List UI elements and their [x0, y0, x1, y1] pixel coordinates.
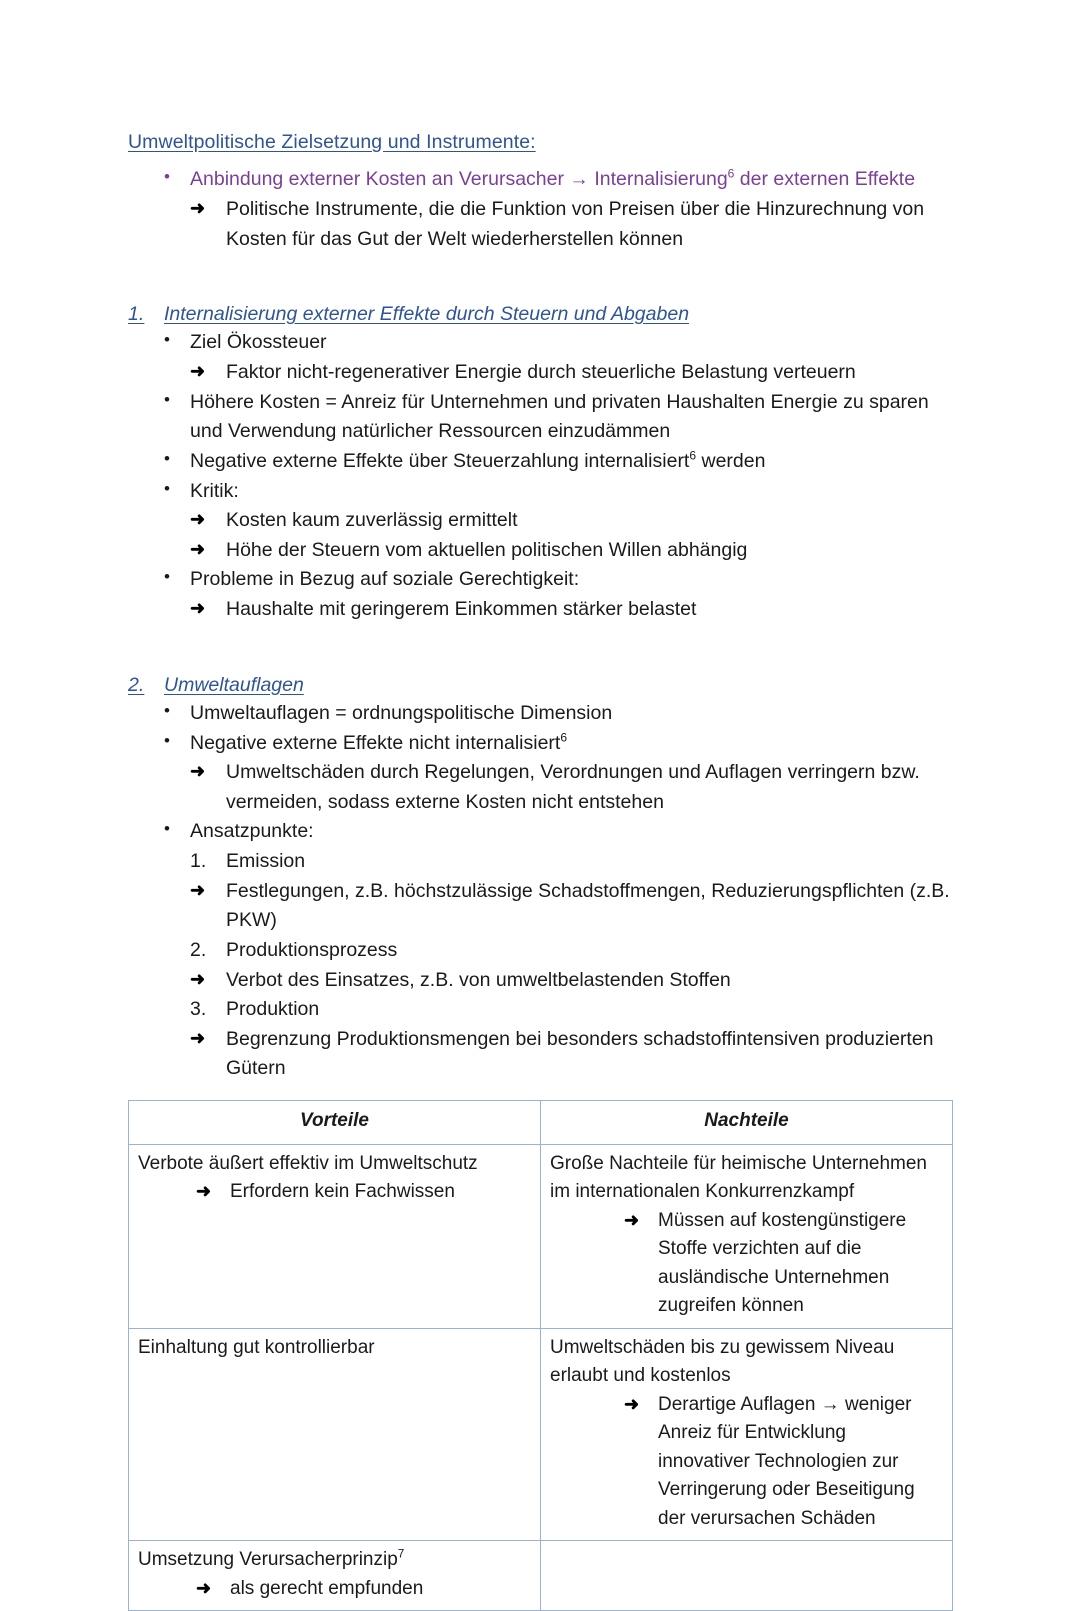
cell-arrow-text: ➜ Derartige Auflagen → weniger Anreiz für Entwicklung innovativer Technologien zur Verringerung oder Beseitigung der verursachen Schäden — [550, 1391, 943, 1534]
section-2-arrow-2: ➜ Festlegungen, z.B. höchstzulässige Schadstoffmengen, Reduzierungspflichten (z.B. PKW) — [128, 877, 952, 936]
intro-block — [128, 165, 952, 254]
section-2-numitem-1-number: 1. — [190, 850, 207, 873]
section-2-numitem-1 — [128, 847, 952, 877]
section-1-heading — [128, 300, 952, 328]
section-1-arrow-1: ➜ Faktor nicht-regenerativer Energie durch steuerliche Belastung verteuern — [128, 358, 952, 388]
intro-bullet — [128, 165, 952, 195]
section-1-bullet-3-post: werden — [696, 449, 766, 472]
section-1-bullet-3 — [128, 447, 952, 477]
cell-text: Umweltschäden bis zu gewissem Niveau erlaubt und kostenlos — [550, 1336, 895, 1387]
section-2-numitem-2-text: Produktionsprozess — [226, 938, 398, 961]
footnote-ref-6: 6 — [560, 730, 568, 745]
cell-arrow-text: ➜ Erfordern kein Fachwissen — [138, 1178, 531, 1207]
cell-text: Einhaltung gut kontrollierbar — [138, 1336, 375, 1358]
table-cell-vorteile — [129, 1328, 541, 1541]
intro-arrow-line: ➜ Politische Instrumente, die die Funktion von Preisen über die Hinzurechnung von Kosten für das Gut der Welt wiederherstellen können — [128, 195, 952, 254]
footnote-ref-6: 6 — [727, 166, 735, 181]
section-2-arrow-1: ➜ Umweltschäden durch Regelungen, Verordnungen und Auflagen verringern bzw. vermeiden, sodass externe Kosten nicht entstehen — [128, 758, 952, 817]
section-2-heading — [128, 671, 952, 699]
cell-arrow-text: ➜ als gerecht empfunden — [138, 1575, 531, 1604]
cell-text — [138, 1546, 531, 1575]
section-1 — [128, 300, 952, 625]
section-1-number: 1. — [128, 303, 145, 326]
section-2-bullet-3: • Ansatzpunkte: — [128, 817, 952, 847]
section-2-bullet-1: • Umweltauflagen = ordnungspolitische Dimension — [128, 699, 952, 729]
table-cell-vorteile — [129, 1144, 541, 1328]
section-2 — [128, 671, 952, 1084]
cell-text-pre: Umsetzung Verursacherprinzip — [138, 1549, 398, 1571]
cell-arrow-text: ➜ Müssen auf kostengünstigere Stoffe verzichten auf die ausländische Unternehmen zugreifen können — [550, 1207, 943, 1321]
cell-text: Große Nachteile für heimische Unternehmen im internationalen Konkurrenzkampf — [550, 1152, 928, 1203]
cell-text: Verbote äußert effektiv im Umweltschutz — [138, 1152, 478, 1174]
table-row — [129, 1541, 953, 1611]
spacer — [128, 254, 952, 300]
page-title: Umweltpolitische Zielsetzung und Instrumente: — [128, 131, 536, 153]
vorteile-nachteile-table — [128, 1100, 953, 1611]
section-1-bullet-4: • Kritik: — [128, 477, 952, 507]
section-2-numitem-2-number: 2. — [190, 938, 207, 961]
intro-bullet-text-pre: Anbindung externer Kosten an Verursacher → Internalisierung — [190, 168, 728, 191]
section-1-arrow-4: ➜ Haushalte mit geringerem Einkommen stärker belastet — [128, 595, 952, 625]
footnote-ref-7: 7 — [397, 1547, 405, 1561]
section-2-numitem-3 — [128, 995, 952, 1025]
section-1-arrow-3: ➜ Höhe der Steuern vom aktuellen politischen Willen abhängig — [128, 536, 952, 566]
section-2-numitem-2 — [128, 936, 952, 966]
section-2-bullet-2-pre: Negative externe Effekte nicht internalisiert — [190, 731, 561, 754]
section-1-heading-text: Internalisierung externer Effekte durch Steuern und Abgaben — [164, 303, 690, 326]
table-header-nachteile: Nachteile — [541, 1101, 953, 1145]
section-2-numitem-3-number: 3. — [190, 998, 207, 1021]
section-2-number: 2. — [128, 673, 145, 696]
section-2-heading-text: Umweltauflagen — [164, 673, 304, 696]
section-2-numitem-3-text: Produktion — [226, 998, 320, 1021]
section-2-bullet-2 — [128, 729, 952, 759]
section-1-bullet-1: • Ziel Ökossteuer — [128, 328, 952, 358]
footnote-ref-6: 6 — [689, 448, 697, 463]
table-cell-nachteile — [541, 1541, 953, 1611]
section-1-bullet-2: • Höhere Kosten = Anreiz für Unternehmen und privaten Haushalten Energie zu sparen und Verwendung natürlicher Ressourcen einzudämmen — [128, 388, 952, 447]
section-1-arrow-2: ➜ Kosten kaum zuverlässig ermittelt — [128, 506, 952, 536]
section-2-numitem-1-text: Emission — [226, 850, 306, 873]
section-1-bullet-5: • Probleme in Bezug auf soziale Gerechtigkeit: — [128, 565, 952, 595]
table-cell-nachteile — [541, 1328, 953, 1541]
section-1-bullet-3-pre: Negative externe Effekte über Steuerzahlung internalisiert — [190, 449, 690, 472]
table-header-vorteile: Vorteile — [129, 1101, 541, 1145]
intro-bullet-text-post: der externen Effekte — [734, 168, 916, 191]
table-cell-nachteile — [541, 1144, 953, 1328]
table-header-row — [129, 1101, 953, 1145]
section-2-arrow-3: ➜ Verbot des Einsatzes, z.B. von umweltbelastenden Stoffen — [128, 966, 952, 996]
table-row — [129, 1328, 953, 1541]
table-row — [129, 1144, 953, 1328]
table-cell-vorteile — [129, 1541, 541, 1611]
section-2-arrow-4: ➜ Begrenzung Produktionsmengen bei besonders schadstoffintensiven produzierten Gütern — [128, 1025, 952, 1084]
spacer — [128, 625, 952, 671]
